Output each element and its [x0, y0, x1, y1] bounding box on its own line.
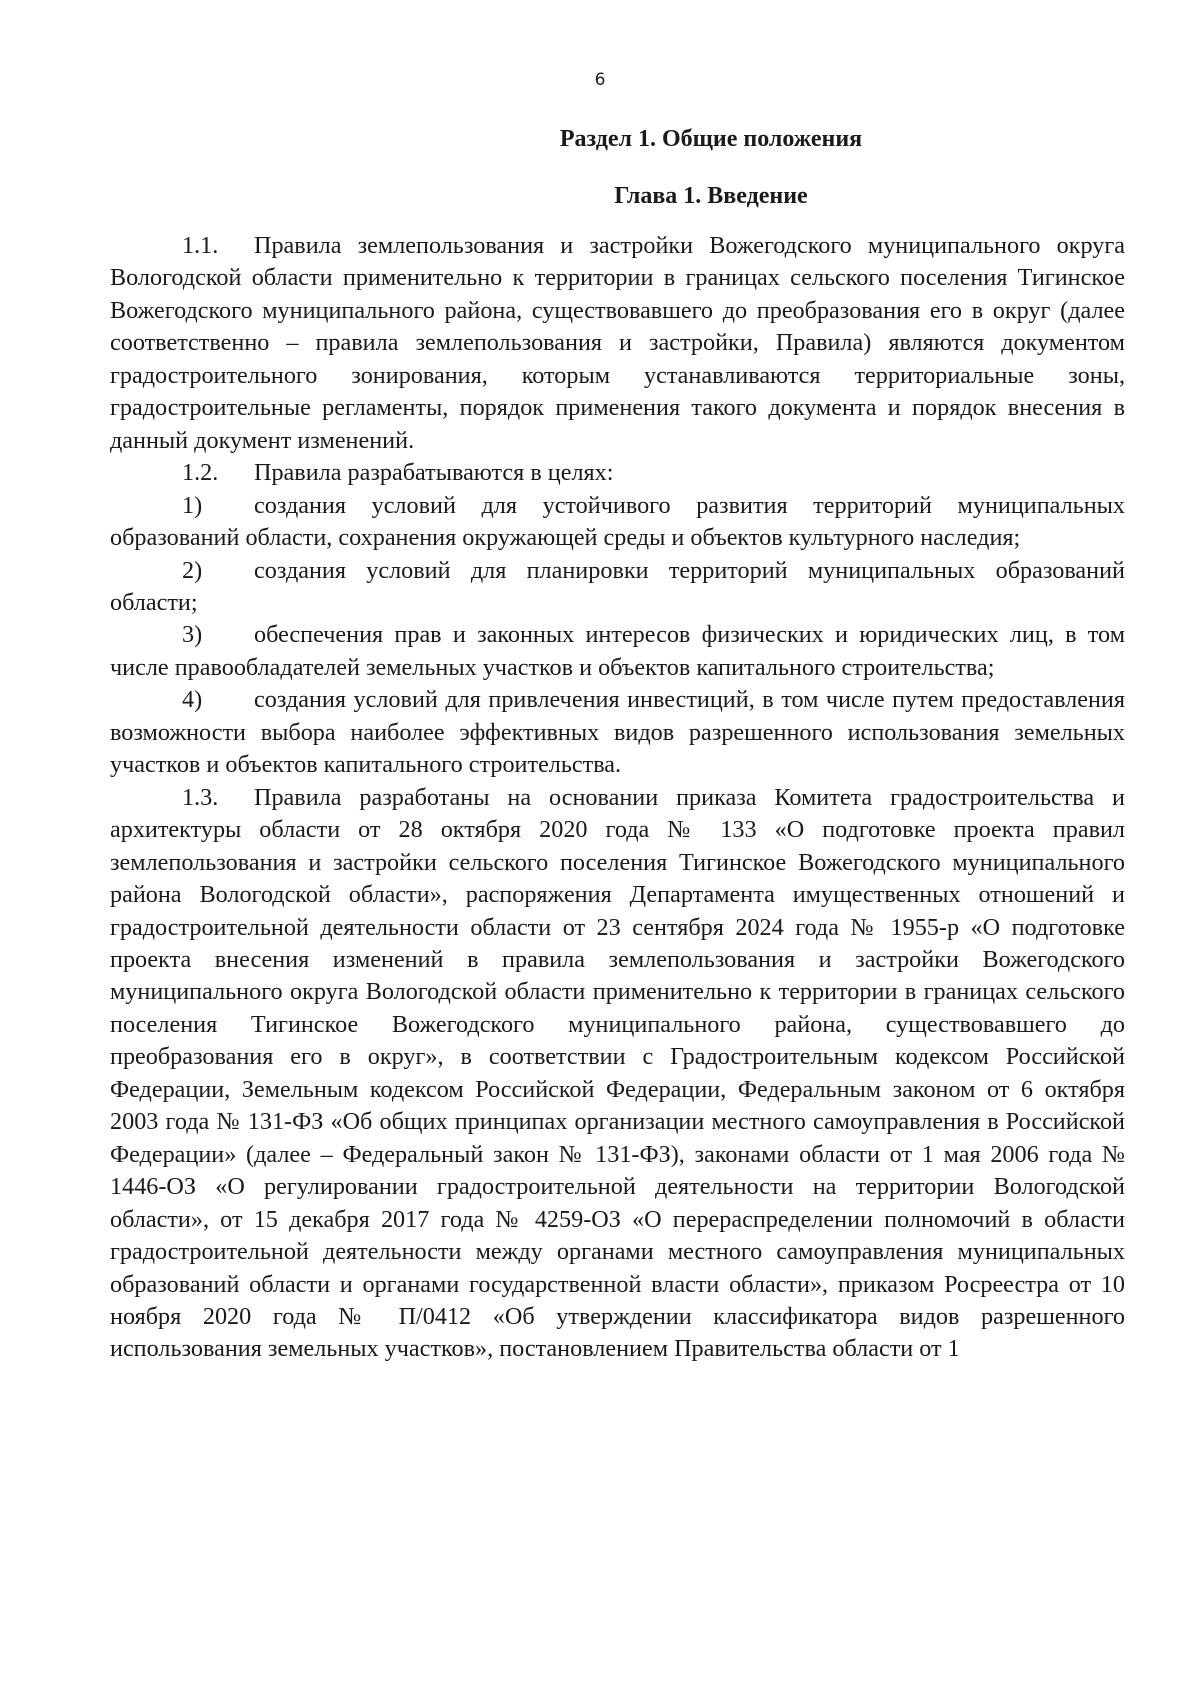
- list-item-text: обеспечения прав и законных интересов физических и юридических лиц, в том числе правообладателей земельных участков и объектов капитального строительства;: [110, 621, 1125, 681]
- paragraph-number: 1.1.: [182, 232, 219, 259]
- list-item-2: [110, 555, 1125, 620]
- paragraph-1-1: [110, 230, 1125, 457]
- list-item-text: создания условий для устойчивого развития территорий муниципальных образований области, сохранения окружающей среды и объектов культурного наследия;: [110, 491, 1125, 552]
- list-item-number: 1): [182, 491, 203, 519]
- page-number: 6: [594, 70, 606, 90]
- list-item-number: 3): [182, 621, 203, 649]
- body-text: [110, 230, 1125, 1366]
- list-item-text: создания условий для привлечения инвестиций, в том числе путем предоставления возможности выбора наиболее эффективных видов разрешенного использования земельных участков и объектов капитального строительства.: [110, 686, 1125, 779]
- paragraph-text: Правила разработаны на основании приказа Комитета градостроительства и архитектуры области от 28 октября 2020 года № 133 «О подготовке проекта правил землепользования и застройки сельского поселения Тигинское Вожегодского муниципального района Вологодской области», распоряжения Департамента имущественных отношений и градостроительной деятельности области от 23 сентября 2024 года № 1955-р «О подготовке проекта внесения изменений в правила землепользования и застройки Вожегодского муниципального округа Вологодской области применительно к территории в границах сельского поселения Тигинское Вожегодского муниципального района, существовавшего до преобразования его в округ», в соответствии с Градостроительным кодексом Российской Федерации, Земельным кодексом Российской Федерации, Федеральным законом от 6 октября 2003 года № 131-ФЗ «Об общих принципах организации местного самоуправления в Российской Федерации» (далее – Федеральный закон № 131-ФЗ), законами области от 1 мая 2006 года № 1446-ОЗ «О регулировании градостроительной деятельности на территории Вологодской области», от 15 декабря 2017 года № 4259-ОЗ «О перераспределении полномочий в области градостроительной деятельности между органами местного самоуправления муниципальных образований области и органами государственной власти области», приказом Росреестра от 10 ноября 2020 года № П/0412 «Об утверждении классификатора видов разрешенного использования земельных участков», постановлением Правительства области от 1: [110, 783, 1125, 1363]
- paragraph-number: 1.2.: [182, 459, 219, 487]
- list-item-1: [110, 490, 1125, 555]
- paragraph-text: Правила землепользования и застройки Вожегодского муниципального округа Вологодской области применительно к территории в границах сельского поселения Тигинское Вожегодского муниципального района, существовавшего до преобразования его в округ (далее соответственно – правила землепользования и застройки, Правила) являются документом градостроительного зонирования, которым устанавливаются территориальные зоны, градостроительные регламенты, порядок применения такого документа и порядок внесения в данный документ изменений.: [110, 232, 1125, 454]
- section-title: Раздел 1. Общие положения: [559, 126, 863, 152]
- paragraph-text: Правила разрабатываются в целях:: [254, 459, 614, 487]
- list-item-4: [110, 684, 1125, 781]
- paragraph-1-2: [110, 457, 1125, 489]
- list-item-number: 2): [182, 556, 203, 584]
- chapter-title: Глава 1. Введение: [614, 183, 808, 209]
- paragraph-number: 1.3.: [182, 783, 219, 811]
- list-item-number: 4): [182, 686, 203, 714]
- list-item-text: создания условий для планировки территорий муниципальных образований области;: [110, 556, 1125, 616]
- list-item-3: [110, 619, 1125, 684]
- paragraph-1-3: [110, 782, 1125, 1366]
